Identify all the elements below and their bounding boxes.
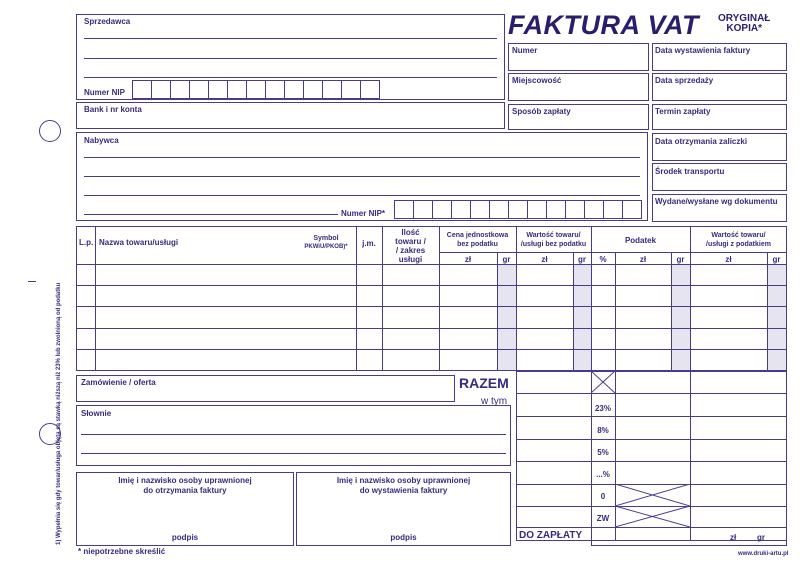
binder-hole-top [39, 120, 61, 142]
col-qty-line3: / zakres [395, 246, 426, 255]
col-gross-line2: /usługi z podatkiem [706, 241, 771, 248]
rate-zw: ZW [596, 514, 610, 523]
summary-row-line [516, 439, 787, 440]
buyer-line-4 [84, 214, 338, 215]
net-zl: zł [541, 255, 548, 264]
nip-digit-box[interactable] [584, 200, 604, 219]
nip-digit-box[interactable] [284, 80, 304, 99]
buyer-line-3 [84, 195, 640, 196]
col-gross-line1: Wartość towaru/ [711, 232, 766, 239]
nip-digit-box[interactable] [189, 80, 209, 99]
col-tax-header: Podatek [624, 236, 657, 245]
row-line [76, 285, 787, 286]
nip-digit-box[interactable] [170, 80, 190, 99]
issued-document-label: Wydane/wysłane wg dokumentu [655, 197, 778, 206]
nip-digit-box[interactable] [470, 200, 490, 219]
col-qty-line2: towaru / [395, 237, 426, 246]
transport-label: Środek transportu [655, 167, 725, 176]
nip-digit-box[interactable] [527, 200, 547, 219]
buyer-nip-label: Numer NIP* [341, 209, 386, 218]
nip-digit-box[interactable] [208, 80, 228, 99]
summary-row-line [516, 416, 787, 417]
issuer-line2: do wystawienia faktury [359, 486, 448, 495]
summary-row-line [516, 461, 787, 462]
col-lp-header: L.p. [79, 238, 94, 247]
gross-zl: zł [725, 255, 732, 264]
col-divider [767, 252, 768, 371]
unit-price-gr-shade [497, 264, 516, 370]
nip-digit-box[interactable] [265, 80, 285, 99]
net-gr: gr [578, 255, 586, 264]
col-divider [497, 252, 498, 371]
col-qty-line4: usługi [398, 255, 423, 264]
nip-digit-box[interactable] [546, 200, 566, 219]
nip-digit-box[interactable] [322, 80, 342, 99]
nip-digit-box[interactable] [622, 200, 642, 219]
nip-digit-box[interactable] [432, 200, 452, 219]
copy-label[interactable] [718, 14, 770, 34]
seller-line-1 [84, 38, 497, 39]
seller-nip-label: Numer NIP [84, 88, 125, 97]
row-line [76, 306, 787, 307]
place-label: Miejscowość [512, 76, 562, 85]
subheader-line [439, 252, 787, 253]
gross-gr: gr [772, 255, 781, 264]
issuer-line1: Imię i nazwisko osoby uprawnionej [336, 476, 471, 485]
razem-rate-cross [591, 371, 615, 393]
buyer-label: Nabywca [84, 136, 119, 145]
nip-digit-box[interactable] [413, 200, 433, 219]
col-unit-price-header [439, 231, 516, 249]
nip-digit-box[interactable] [360, 80, 380, 99]
fold-mark [28, 281, 36, 282]
net-gr-shade [573, 264, 591, 370]
gross-gr-shade [767, 264, 786, 370]
col-symbol-line1: Symbol [313, 235, 339, 242]
nip-digit-box[interactable] [132, 80, 152, 99]
receiver-line2: do otrzymania faktury [143, 486, 227, 495]
total-label: RAZEM [459, 375, 509, 391]
summary-row-line [516, 393, 787, 394]
rate-0: 0 [600, 492, 606, 501]
zw-rate-tax-cross [615, 506, 690, 527]
seller-label: Sprzedawca [84, 17, 131, 26]
issue-date-label: Data wystawienia faktury [655, 46, 751, 55]
nip-digit-box[interactable] [603, 200, 623, 219]
col-net-header [516, 231, 591, 249]
nip-digit-box[interactable] [394, 200, 414, 219]
words-line-1 [81, 434, 506, 435]
copy-label-original: ORYGINAŁ [718, 13, 771, 24]
col-unit-header: j.m. [362, 239, 376, 248]
col-qty-header [382, 228, 439, 264]
rate-other: ...% [596, 470, 610, 479]
col-divider [573, 252, 574, 371]
col-symbol-line2: PKWiU/PKOB)* [304, 244, 348, 250]
buyer-line-2 [84, 176, 640, 177]
rate-5: 5% [597, 448, 609, 457]
sale-date-label: Data sprzedaży [655, 76, 714, 85]
rate-23: 23% [594, 404, 611, 413]
row-line [76, 328, 787, 329]
nip-digit-box[interactable] [451, 200, 471, 219]
seller-line-2 [84, 58, 497, 59]
col-unit-price-line2: bez podatku [457, 241, 498, 248]
nip-digit-box[interactable] [303, 80, 323, 99]
including-label: w tym [481, 396, 508, 407]
tax-gr-shade [671, 264, 690, 370]
tax-zl: zł [639, 255, 647, 264]
unit-price-zl: zł [464, 255, 472, 264]
nip-digit-box[interactable] [341, 80, 361, 99]
nip-digit-box[interactable] [489, 200, 509, 219]
words-line-2 [81, 453, 506, 454]
col-qty-line1: Ilość [401, 228, 420, 237]
col-divider [671, 252, 672, 371]
header-bottom-line [76, 264, 787, 265]
nip-digit-box[interactable] [227, 80, 247, 99]
to-pay-zl: zł [730, 533, 737, 542]
issuer-signature-title [296, 476, 511, 496]
buyer-line-1 [84, 157, 640, 158]
tax-gr: gr [676, 255, 685, 264]
number-label: Numer [512, 46, 538, 55]
col-gross-header [690, 231, 787, 249]
receiver-signature-title [76, 476, 294, 496]
receiver-line1: Imię i nazwisko osoby uprawnionej [118, 476, 252, 485]
zero-rate-tax-cross [615, 484, 690, 506]
payment-method-label: Sposób zapłaty [512, 107, 571, 116]
side-note: 1) Wypełnia się gdy towar/usługa objęta są stawką niższą niż 23% lub zwolnioną od podatku [56, 282, 62, 545]
bank-label: Bank i nr konta [84, 105, 142, 114]
tax-pct: % [599, 255, 607, 264]
row-line [76, 349, 787, 350]
nip-digit-box[interactable] [565, 200, 585, 219]
nip-digit-box[interactable] [246, 80, 266, 99]
copy-label-copy: KOPIA* [726, 23, 762, 34]
website: www.druki-artu.pl [738, 551, 789, 557]
invoice-title: FAKTURA VAT [508, 10, 699, 40]
col-net-line2: /usługi bez podatku [520, 241, 587, 248]
nip-digit-box[interactable] [508, 200, 528, 219]
footnote: * niepotrzebne skreślić [78, 547, 166, 556]
rate-8: 8% [597, 426, 609, 435]
order-label: Zamówienie / oferta [81, 378, 156, 387]
to-pay-label: DO ZAPŁATY [519, 530, 583, 541]
unit-price-gr: gr [502, 255, 511, 264]
col-symbol-header [298, 235, 354, 251]
amount-in-words-label: Słownie [81, 409, 112, 418]
summary-right-edge [786, 371, 787, 541]
col-name-header: Nazwa towaru/usługi [99, 238, 179, 247]
advance-date-label: Data otrzymania zaliczki [655, 137, 748, 146]
amount-in-words-box[interactable] [76, 405, 511, 466]
nip-digit-box[interactable] [151, 80, 171, 99]
seller-line-3 [84, 77, 497, 78]
payment-due-label: Termin zapłaty [655, 107, 711, 116]
receiver-sign-label: podpis [171, 533, 199, 542]
col-net-line1: Wartość towaru/ [526, 232, 581, 239]
to-pay-gr: gr [757, 533, 765, 542]
col-unit-price-line1: Cena jednostkowa [446, 232, 509, 239]
issuer-sign-label: podpis [390, 533, 417, 542]
